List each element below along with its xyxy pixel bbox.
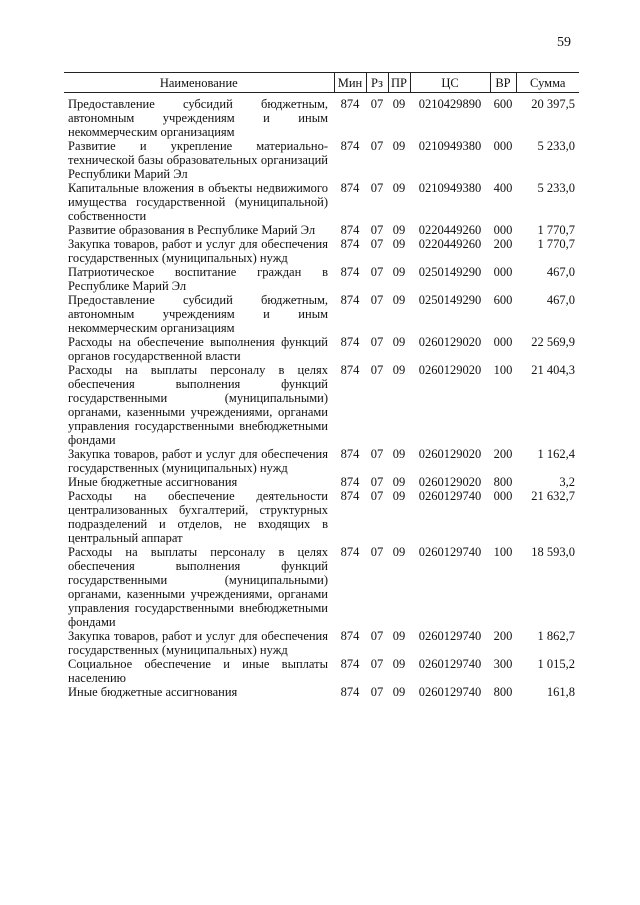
cell-rz: 07	[370, 181, 384, 195]
cell-name: Капитальные вложения в объекты недвижимого имущества государственной (муниципальной) собственности	[68, 181, 328, 223]
cell-pr: 09	[392, 657, 406, 671]
cell-min: 874	[340, 237, 360, 251]
cell-vr: 100	[493, 545, 513, 559]
cell-vr: 200	[493, 447, 513, 461]
cell-rz: 07	[370, 97, 384, 111]
cell-rz: 07	[370, 685, 384, 699]
cell-min: 874	[340, 447, 360, 461]
cell-cs: 0210429890	[418, 97, 482, 111]
cell-name: Расходы на выплаты персоналу в целях обеспечения выполнения функций государственными (муниципальными) органами, казенными учреждениями, органами управления государственными внебюджетными фондами	[68, 545, 328, 629]
cell-vr: 300	[493, 657, 513, 671]
cell-pr: 09	[392, 629, 406, 643]
cell-rz: 07	[370, 335, 384, 349]
table-row	[64, 657, 579, 685]
cell-vr: 000	[493, 335, 513, 349]
cell-min: 874	[340, 657, 360, 671]
cell-cs: 0250149290	[418, 265, 482, 279]
cell-pr: 09	[392, 447, 406, 461]
cell-vr: 800	[493, 685, 513, 699]
cell-min: 874	[340, 139, 360, 153]
cell-min: 874	[340, 545, 360, 559]
table-row	[64, 293, 579, 335]
cell-rz: 07	[370, 447, 384, 461]
cell-pr: 09	[392, 293, 406, 307]
table-row	[64, 447, 579, 475]
cell-cs: 0220449260	[418, 223, 482, 237]
cell-name: Развитие образования в Республике Марий Эл	[68, 223, 316, 237]
table-row	[64, 545, 579, 629]
header-min: Мин	[334, 73, 366, 93]
cell-rz: 07	[370, 657, 384, 671]
cell-sum: 467,0	[546, 265, 575, 279]
cell-name: Расходы на выплаты персоналу в целях обеспечения выполнения функций государственными (муниципальными) органами, казенными учреждениями, органами управления государственными внебюджетными фондами	[68, 363, 328, 447]
table-row	[64, 335, 579, 363]
cell-name: Развитие и укрепление материально-технической базы образовательных организаций Республики Марий Эл	[68, 139, 328, 181]
cell-cs: 0260129740	[418, 545, 482, 559]
cell-pr: 09	[392, 335, 406, 349]
header-name: Наименование	[64, 73, 334, 93]
cell-cs: 0260129020	[418, 475, 482, 489]
header-sum: Сумма	[516, 73, 579, 93]
cell-min: 874	[340, 293, 360, 307]
table-row	[64, 363, 579, 447]
cell-sum: 1 770,7	[537, 237, 575, 251]
cell-pr: 09	[392, 475, 406, 489]
cell-pr: 09	[392, 489, 406, 503]
cell-sum: 21 632,7	[531, 489, 575, 503]
table-row	[64, 475, 579, 489]
cell-pr: 09	[392, 685, 406, 699]
cell-pr: 09	[392, 139, 406, 153]
cell-cs: 0220449260	[418, 237, 482, 251]
cell-cs: 0260129740	[418, 489, 482, 503]
cell-rz: 07	[370, 223, 384, 237]
cell-min: 874	[340, 363, 360, 377]
cell-sum: 5 233,0	[537, 181, 575, 195]
cell-rz: 07	[370, 265, 384, 279]
table-row	[64, 629, 579, 657]
cell-min: 874	[340, 475, 360, 489]
cell-cs: 0260129020	[418, 363, 482, 377]
cell-pr: 09	[392, 181, 406, 195]
cell-name: Закупка товаров, работ и услуг для обеспечения государственных (муниципальных) нужд	[68, 447, 328, 475]
cell-sum: 161,8	[546, 685, 575, 699]
cell-vr: 200	[493, 629, 513, 643]
cell-min: 874	[340, 223, 360, 237]
cell-min: 874	[340, 97, 360, 111]
cell-name: Расходы на обеспечение выполнения функций органов государственной власти	[68, 335, 328, 363]
cell-cs: 0260129020	[418, 335, 482, 349]
cell-name: Иные бюджетные ассигнования	[68, 685, 238, 699]
cell-vr: 000	[493, 139, 513, 153]
cell-rz: 07	[370, 545, 384, 559]
cell-cs: 0260129740	[418, 657, 482, 671]
page-number: 59	[557, 35, 571, 50]
cell-rz: 07	[370, 489, 384, 503]
table-row	[64, 237, 579, 265]
cell-sum: 20 397,5	[531, 97, 575, 111]
cell-sum: 5 233,0	[537, 139, 575, 153]
cell-name: Иные бюджетные ассигнования	[68, 475, 238, 489]
budget-table	[64, 72, 579, 699]
cell-name: Предоставление субсидий бюджетным, автономным учреждениям и иным некоммерческим организациям	[68, 97, 328, 139]
cell-cs: 0260129020	[418, 447, 482, 461]
cell-name: Закупка товаров, работ и услуг для обеспечения государственных (муниципальных) нужд	[68, 629, 328, 657]
table-row	[64, 93, 579, 140]
cell-vr: 000	[493, 223, 513, 237]
cell-cs: 0250149290	[418, 293, 482, 307]
cell-vr: 800	[493, 475, 513, 489]
cell-sum: 3,2	[559, 475, 575, 489]
table-row	[64, 489, 579, 545]
cell-min: 874	[340, 685, 360, 699]
cell-name: Социальное обеспечение и иные выплаты населению	[68, 657, 328, 685]
table-header-row	[64, 73, 579, 93]
cell-sum: 22 569,9	[531, 335, 575, 349]
cell-sum: 1 770,7	[537, 223, 575, 237]
cell-rz: 07	[370, 363, 384, 377]
table-row	[64, 181, 579, 223]
cell-pr: 09	[392, 265, 406, 279]
cell-min: 874	[340, 629, 360, 643]
cell-vr: 600	[493, 97, 513, 111]
cell-sum: 467,0	[546, 293, 575, 307]
cell-sum: 21 404,3	[531, 363, 575, 377]
cell-vr: 100	[493, 363, 513, 377]
cell-rz: 07	[370, 139, 384, 153]
cell-cs: 0260129740	[418, 629, 482, 643]
table-body	[64, 93, 579, 700]
cell-name: Предоставление субсидий бюджетным, автономным учреждениям и иным некоммерческим организациям	[68, 293, 328, 335]
cell-vr: 200	[493, 237, 513, 251]
cell-vr: 600	[493, 293, 513, 307]
cell-rz: 07	[370, 237, 384, 251]
header-vr: ВР	[490, 73, 516, 93]
cell-min: 874	[340, 265, 360, 279]
cell-sum: 18 593,0	[531, 545, 575, 559]
cell-rz: 07	[370, 629, 384, 643]
cell-cs: 0210949380	[418, 139, 482, 153]
cell-name: Закупка товаров, работ и услуг для обеспечения государственных (муниципальных) нужд	[68, 237, 328, 265]
cell-pr: 09	[392, 237, 406, 251]
cell-cs: 0210949380	[418, 181, 482, 195]
cell-pr: 09	[392, 97, 406, 111]
cell-sum: 1 162,4	[537, 447, 575, 461]
header-rz: Рз	[366, 73, 388, 93]
table-row	[64, 265, 579, 293]
cell-min: 874	[340, 335, 360, 349]
cell-sum: 1 862,7	[537, 629, 575, 643]
cell-rz: 07	[370, 293, 384, 307]
cell-name: Расходы на обеспечение деятельности централизованных бухгалтерий, структурных подразделений и отделов, не входящих в центральный аппарат	[68, 489, 328, 545]
header-pr: ПР	[388, 73, 410, 93]
cell-vr: 000	[493, 265, 513, 279]
cell-vr: 000	[493, 489, 513, 503]
table-row	[64, 223, 579, 237]
cell-pr: 09	[392, 223, 406, 237]
cell-vr: 400	[493, 181, 513, 195]
header-cs: ЦС	[410, 73, 490, 93]
table-row	[64, 139, 579, 181]
cell-pr: 09	[392, 363, 406, 377]
cell-min: 874	[340, 181, 360, 195]
cell-cs: 0260129740	[418, 685, 482, 699]
cell-pr: 09	[392, 545, 406, 559]
cell-rz: 07	[370, 475, 384, 489]
cell-name: Патриотическое воспитание граждан в Республике Марий Эл	[68, 265, 328, 293]
cell-sum: 1 015,2	[537, 657, 575, 671]
cell-min: 874	[340, 489, 360, 503]
table-row	[64, 685, 579, 699]
